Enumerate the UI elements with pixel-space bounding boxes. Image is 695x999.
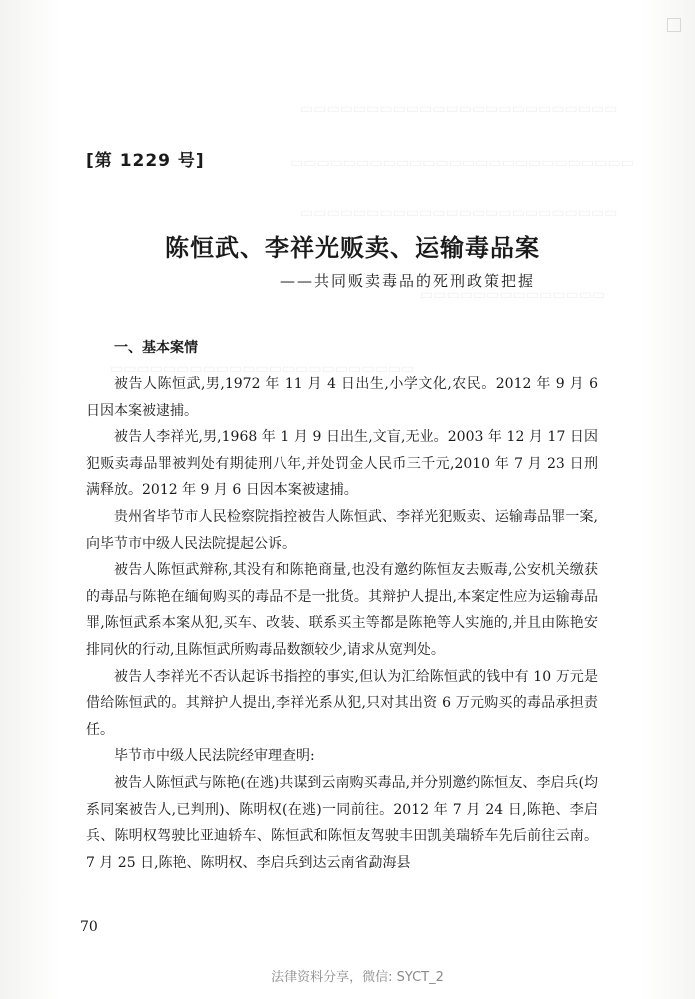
paragraph: 被告人陈恒武与陈艳(在逃)共谋到云南购买毒品,并分别邀约陈恒友、李启兵(均系同案被告人,已判刑)、陈明权(在逃)一同前往。2012 年 7 月 24 日,陈艳、李启兵、陈明权驾驶比亚迪轿车、陈恒武和陈恒友驾驶丰田凯美瑞轿车先后前往云南。7 月 25 日,陈艳、陈明权、李启兵到达云南省勐海县 bbox=[86, 774, 598, 871]
paragraph: 毕节市中级人民法院经审理查明: bbox=[114, 748, 315, 765]
bleed-through-text: ▭▭▭▭▭▭▭▭▭▭▭▭▭▭ bbox=[420, 287, 606, 303]
bleed-through-text: ▭▭▭▭▭▭▭▭▭▭▭▭▭▭▭▭▭▭▭▭▭▭▭▭ bbox=[300, 205, 618, 221]
bleed-through-text: ▭▭▭▭▭▭▭▭▭▭▭▭▭▭▭▭▭▭▭▭▭▭▭▭▭▭ bbox=[290, 155, 634, 171]
bleed-through-text: ▭▭▭▭▭▭▭▭▭▭▭▭▭▭▭▭▭▭▭▭▭▭▭ bbox=[110, 361, 415, 377]
case-title: 陈恒武、李祥光贩卖、运输毒品案 bbox=[165, 234, 540, 262]
scan-corner-mark bbox=[667, 18, 681, 32]
paragraph: 被告人陈恒武,男,1972 年 11 月 4 日出生,小学文化,农民。2012 年 9 月 6 日因本案被逮捕。 bbox=[86, 376, 598, 419]
paragraph: 被告人李祥光不否认起诉书指控的事实,但认为汇给陈恒武的钱中有 10 万元是借给陈恒武的。其辩护人提出,李祥光系从犯,只对其出资 6 万元购买的毒品承担责任。 bbox=[86, 668, 598, 738]
page-number: 70 bbox=[80, 919, 98, 935]
paragraph: 被告人李祥光,男,1968 年 1 月 9 日出生,文盲,无业。2003 年 12 月 17 日因犯贩卖毒品罪被判处有期徒刑八年,并处罚金人民币三千元,2010 年 7 月 23 日刑满释放。2012 年 9 月 6 日因本案被逮捕。 bbox=[86, 429, 598, 499]
bleed-through-text: ▭▭▭▭▭▭▭▭▭▭▭▭▭▭▭▭▭▭▭▭▭▭▭▭ bbox=[300, 101, 618, 117]
paragraph: 被告人陈恒武辩称,其没有和陈艳商量,也没有邀约陈恒友去贩毒,公安机关缴获的毒品与陈艳在缅甸购买的毒品不是一批货。其辩护人提出,本案定性应为运输毒品罪,陈恒武系本案从犯,买车、改装、联系买主等都是陈艳等人实施的,并且由陈艳安排同伙的行动,且陈恒武所购毒品数额较少,请求从宽判处。 bbox=[86, 562, 598, 658]
case-number: [第 1229 号] bbox=[86, 151, 205, 171]
paragraph: 贵州省毕节市人民检察院指控被告人陈恒武、李祥光犯贩卖、运输毒品罪一案,向毕节市中级人民法院提起公诉。 bbox=[86, 508, 598, 552]
body-text bbox=[86, 371, 598, 876]
section-heading: 一、基本案情 bbox=[114, 340, 198, 356]
case-subtitle: ——共同贩卖毒品的死刑政策把握 bbox=[279, 272, 535, 290]
watermark-footer: 法律资料分享，微信: SYCT_2 bbox=[271, 970, 444, 985]
